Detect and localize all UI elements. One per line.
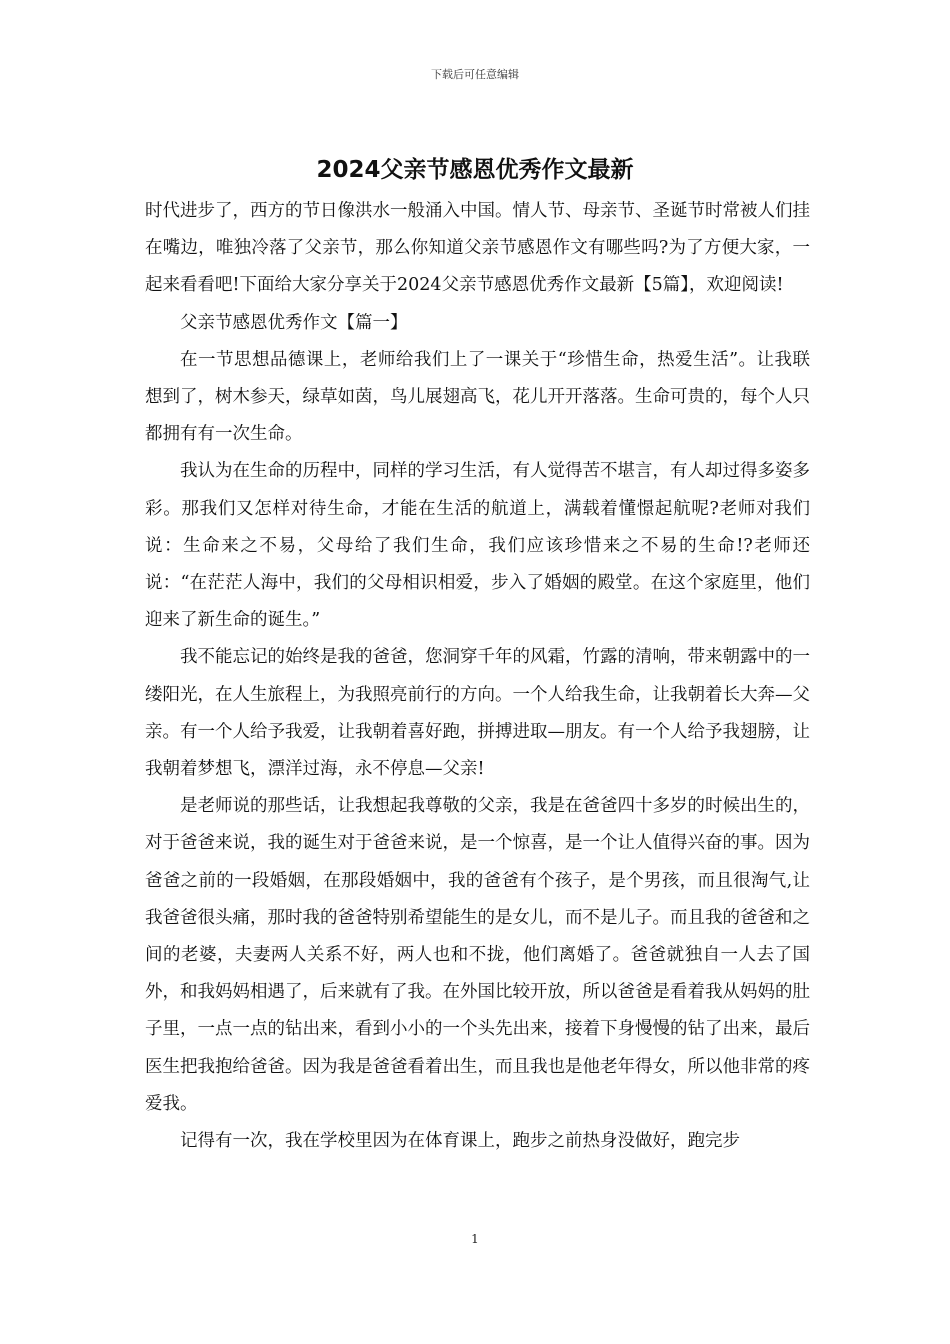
section-heading: 父亲节感恩优秀作文【篇一】 [180, 312, 408, 333]
intro-paragraph: 时代进步了，西方的节日像洪水一般涌入中国。情人节、母亲节、圣诞节时常被人们挂在嘴边，唯独冷落了父亲节，那么你知道父亲节感恩作文有哪些吗?为了方便大家，一起来看看吧!下面给大家分享关于2024父亲节感恩优秀作文最新【5篇】，欢迎阅读! [145, 201, 810, 296]
header-note: 下载后可任意编辑 [431, 68, 519, 81]
body-paragraph: 我不能忘记的始终是我的爸爸，您洞穿千年的风霜，竹露的清响，带来朝露中的一缕阳光，在人生旅程上，为我照亮前行的方向。一个人给我生命，让我朝着长大奔—父亲。有一个人给予我爱，让我朝着喜好跑，拼搏进取—朋友。有一个人给予我翅膀，让我朝着梦想飞，漂洋过海，永不停息—父亲! [145, 647, 810, 780]
body-paragraph: 是老师说的那些话，让我想起我尊敬的父亲，我是在爸爸四十多岁的时候出生的，对于爸爸来说，我的诞生对于爸爸来说，是一个惊喜，是一个让人值得兴奋的事。因为爸爸之前的一段婚姻，在那段婚姻中，我的爸爸有个孩子，是个男孩，而且很淘气,让我爸爸很头痛，那时我的爸爸特别希望能生的是女儿，而不是儿子。而且我的爸爸和之间的老婆，夫妻两人关系不好，两人也和不拢，他们离婚了。爸爸就独自一人去了国外，和我妈妈相遇了，后来就有了我。在外国比较开放，所以爸爸是看着我从妈妈的肚子里，一点一点的钻出来，看到小小的一个头先出来，接着下身慢慢的钻了出来，最后医生把我抱给爸爸。因为我是爸爸看着出生，而且我也是他老年得女，所以他非常的疼爱我。 [145, 796, 810, 1114]
document-body [145, 193, 810, 1160]
body-paragraph: 在一节思想品德课上，老师给我们上了一课关于“珍惜生命，热爱生活”。让我联想到了，树木参天，绿草如茵，鸟儿展翅高飞，花儿开开落落。生命可贵的，每个人只都拥有有一次生命。 [145, 349, 810, 445]
body-paragraph: 我认为在生命的历程中，同样的学习生活，有人觉得苦不堪言，有人却过得多姿多彩。那我们又怎样对待生命，才能在生活的航道上，满载着懂憬起航呢?老师对我们说：生命来之不易，父母给了我们生命，我们应该珍惜来之不易的生命!?老师还说：“在茫茫人海中，我们的父母相识相爱，步入了婚姻的殿堂。在这个家庭里，他们迎来了新生命的诞生。” [145, 461, 810, 631]
page-number: 1 [471, 1232, 479, 1246]
body-paragraph: 记得有一次，我在学校里因为在体育课上，跑步之前热身没做好，跑完步 [180, 1131, 740, 1152]
document-title: 2024父亲节感恩优秀作文最新 [316, 157, 634, 183]
